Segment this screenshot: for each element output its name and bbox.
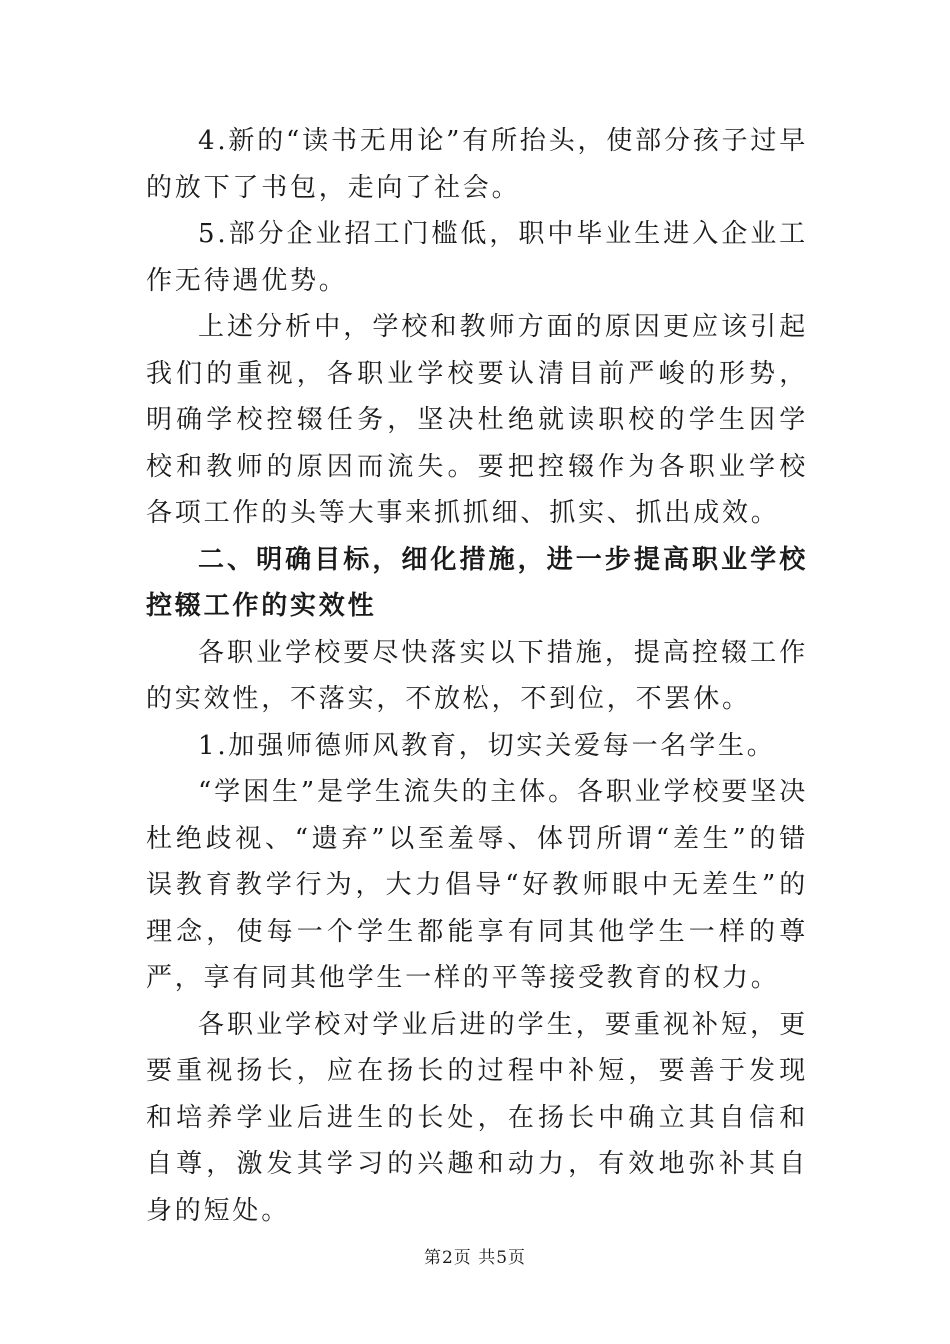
section-heading: 二、明确目标，细化措施，进一步提高职业学校控辍工作的实效性 — [146, 544, 808, 621]
paragraph-measures-intro: 各职业学校要尽快落实以下措施，提高控辍工作的实效性，不落实，不放松，不到位，不罢休。 — [146, 637, 808, 714]
paragraph-struggling-students: “学困生”是学生流失的主体。各职业学校要坚决杜绝歧视、“遗弃”以至羞辱、体罚所谓“差生”的错误教育教学行为，大力倡导“好教师眼中无差生”的理念，使每一个学生都能享有同其他学生一样的尊严，享有同其他学生一样的平等接受教育的权力。 — [146, 777, 808, 993]
document-body — [146, 118, 808, 1234]
paragraph-measure-1: 1.加强师德师风教育，切实关爱每一名学生。 — [198, 730, 776, 761]
paragraph-analysis: 上述分析中，学校和教师方面的原因更应该引起我们的重视，各职业学校要认清目前严峻的形势，明确学校控辍任务，坚决杜绝就读职校的学生因学校和教师的原因而流失。要把控辍作为各职业学校各项工作的头等大事来抓抓细、抓实、抓出成效。 — [146, 312, 808, 528]
page-number-footer: 第2页 共5页 — [423, 1248, 527, 1268]
paragraph-item-4: 4.新的“读书无用论”有所抬头，使部分孩子过早的放下了书包，走向了社会。 — [146, 126, 808, 203]
paragraph-item-5: 5.部分企业招工门槛低，职中毕业生进入企业工作无待遇优势。 — [146, 219, 808, 296]
paragraph-strengths: 各职业学校对学业后进的学生，要重视补短，更要重视扬长，应在扬长的过程中补短，要善于发现和培养学业后进生的长处，在扬长中确立其自信和自尊，激发其学习的兴趣和动力，有效地弥补其自身的短处。 — [146, 1009, 808, 1226]
